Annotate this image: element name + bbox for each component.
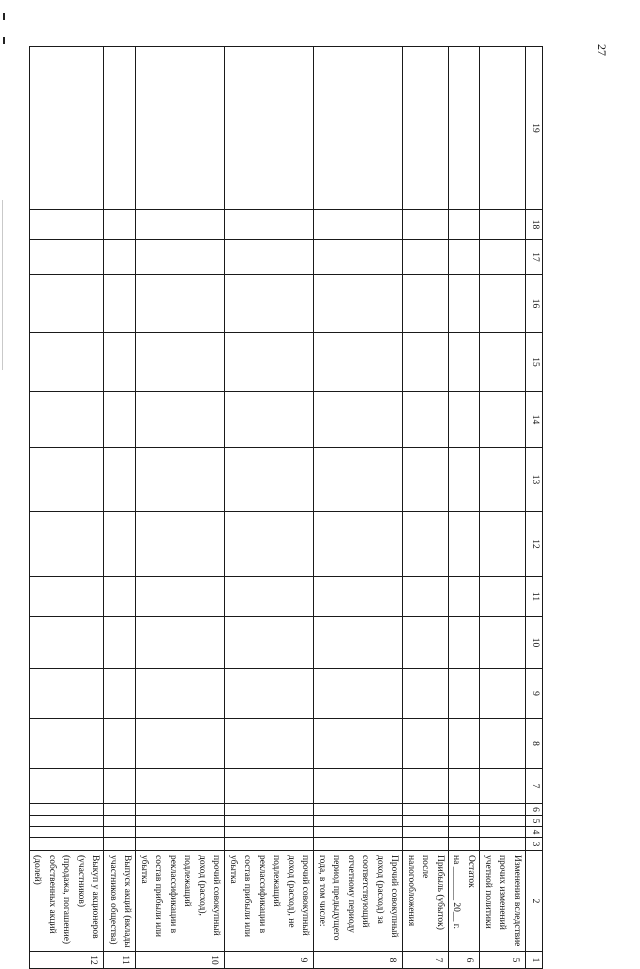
rest-label: Остаток	[466, 855, 476, 888]
table-cell[interactable]	[136, 512, 225, 577]
table-cell[interactable]	[449, 448, 480, 512]
table-cell[interactable]	[104, 275, 136, 333]
table-cell[interactable]	[225, 669, 314, 719]
table-cell[interactable]	[136, 275, 225, 333]
table-cell[interactable]	[403, 719, 449, 769]
table-cell[interactable]	[314, 333, 403, 392]
table-cell[interactable]	[403, 240, 449, 275]
table-cell[interactable]	[403, 838, 449, 851]
equity-changes-table	[29, 46, 543, 969]
column-header: 1	[526, 952, 543, 969]
column-header: 5	[526, 816, 543, 827]
table-cell[interactable]	[403, 669, 449, 719]
row-number: 7	[403, 952, 449, 969]
table-cell[interactable]	[403, 512, 449, 577]
table-cell[interactable]	[104, 816, 136, 827]
row-label: прочий совокупный доход (расход), подлежащий реклассификации в состав прибыли или убытка	[136, 851, 225, 952]
table-cell[interactable]	[480, 512, 526, 577]
table-cell[interactable]	[225, 448, 314, 512]
column-header: 16	[526, 275, 543, 333]
table-cell[interactable]	[314, 769, 403, 804]
table-cell[interactable]	[104, 827, 136, 838]
column-header: 11	[526, 577, 543, 617]
row-label: прочий совокупный доход (расход), не подлежащий реклассификации в состав прибыли или убытка	[225, 851, 314, 952]
table-cell[interactable]	[104, 333, 136, 392]
table-cell[interactable]	[314, 210, 403, 240]
table-cell[interactable]	[136, 333, 225, 392]
table-row	[104, 47, 136, 969]
table-cell[interactable]	[136, 827, 225, 838]
table-cell[interactable]	[403, 275, 449, 333]
table-cell[interactable]	[403, 816, 449, 827]
column-header: 3	[526, 838, 543, 851]
column-header: 4	[526, 827, 543, 838]
table-cell[interactable]	[30, 577, 105, 617]
table-cell[interactable]	[314, 804, 403, 816]
row-number: 6	[449, 952, 480, 969]
table-cell[interactable]	[225, 210, 314, 240]
table-cell[interactable]	[403, 769, 449, 804]
scan-mark	[3, 13, 5, 20]
table-cell[interactable]	[314, 448, 403, 512]
table-cell[interactable]	[314, 392, 403, 448]
table-cell[interactable]	[30, 210, 105, 240]
table-cell[interactable]	[449, 210, 480, 240]
table-cell[interactable]	[225, 769, 314, 804]
row-number: 10	[136, 952, 225, 969]
table-cell[interactable]	[403, 333, 449, 392]
table-cell[interactable]	[480, 617, 526, 669]
table-cell[interactable]	[136, 719, 225, 769]
table-cell[interactable]	[30, 275, 105, 333]
row-number: 11	[104, 952, 136, 969]
table-cell[interactable]	[449, 617, 480, 669]
row-label: Изменения вследствие прочих изменений учетной политики	[480, 851, 526, 952]
table-cell[interactable]	[449, 333, 480, 392]
table-cell[interactable]	[314, 275, 403, 333]
table-cell[interactable]	[136, 816, 225, 827]
table-cell[interactable]	[449, 769, 480, 804]
table-cell[interactable]	[104, 240, 136, 275]
table-cell[interactable]	[480, 333, 526, 392]
table-cell[interactable]	[403, 47, 449, 210]
table-cell[interactable]	[480, 804, 526, 816]
table-cell[interactable]	[225, 719, 314, 769]
table-cell[interactable]	[104, 669, 136, 719]
table-cell[interactable]	[136, 838, 225, 851]
table-cell[interactable]	[449, 577, 480, 617]
row-label: Остаток на _______ 20__ г.	[449, 851, 480, 952]
table-cell[interactable]	[314, 827, 403, 838]
column-header: 10	[526, 617, 543, 669]
table-cell[interactable]	[104, 392, 136, 448]
table-cell[interactable]	[225, 333, 314, 392]
table-cell[interactable]	[403, 448, 449, 512]
table-cell[interactable]	[30, 719, 105, 769]
table-cell[interactable]	[449, 392, 480, 448]
table-cell[interactable]	[403, 617, 449, 669]
table-cell[interactable]	[30, 448, 105, 512]
table-cell[interactable]	[449, 240, 480, 275]
row-label: Прочий совокупный доход (расход) за соответствующий отчетному периоду период предыдущего года, в том числе:	[314, 851, 403, 952]
table-cell[interactable]	[225, 617, 314, 669]
table-cell[interactable]	[449, 827, 480, 838]
table-cell[interactable]	[30, 512, 105, 577]
table-cell[interactable]	[136, 577, 225, 617]
table-cell[interactable]	[314, 816, 403, 827]
table-cell[interactable]	[136, 210, 225, 240]
table-cell[interactable]	[30, 838, 105, 851]
table-cell[interactable]	[403, 827, 449, 838]
table-cell[interactable]	[104, 769, 136, 804]
table-cell[interactable]	[136, 448, 225, 512]
table-cell[interactable]	[314, 838, 403, 851]
table-cell[interactable]	[403, 577, 449, 617]
table-row	[136, 47, 225, 969]
table-row	[403, 47, 449, 969]
table-cell[interactable]	[449, 669, 480, 719]
table-cell[interactable]	[225, 816, 314, 827]
table-cell[interactable]	[314, 577, 403, 617]
table-cell[interactable]	[30, 617, 105, 669]
table-cell[interactable]	[136, 804, 225, 816]
table-row	[30, 47, 105, 969]
table-cell[interactable]	[480, 275, 526, 333]
table-cell[interactable]	[104, 838, 136, 851]
table-cell[interactable]	[30, 804, 105, 816]
column-header: 13	[526, 448, 543, 512]
table-cell[interactable]	[314, 669, 403, 719]
table-cell[interactable]	[104, 804, 136, 816]
column-header: 2	[526, 851, 543, 952]
table-cell[interactable]	[449, 719, 480, 769]
table-cell[interactable]	[30, 392, 105, 448]
table-cell[interactable]	[480, 47, 526, 210]
row-number: 12	[30, 952, 105, 969]
column-header: 17	[526, 240, 543, 275]
table-cell[interactable]	[136, 240, 225, 275]
table-cell[interactable]	[480, 838, 526, 851]
table-cell[interactable]	[104, 47, 136, 210]
table-cell[interactable]	[104, 512, 136, 577]
table-cell[interactable]	[136, 47, 225, 210]
table-cell[interactable]	[449, 804, 480, 816]
table-cell[interactable]	[449, 47, 480, 210]
table-cell[interactable]	[449, 816, 480, 827]
row-label: Выкуп у акционеров (участников) (продажа, погашение) собственных акций (долей)	[30, 851, 105, 952]
table-cell[interactable]	[314, 47, 403, 210]
table-row	[449, 47, 480, 969]
table-cell[interactable]	[314, 617, 403, 669]
table-row	[314, 47, 403, 969]
table-cell[interactable]	[480, 392, 526, 448]
table-cell[interactable]	[449, 275, 480, 333]
table-cell[interactable]	[104, 577, 136, 617]
table-cell[interactable]	[225, 275, 314, 333]
table-cell[interactable]	[136, 617, 225, 669]
table-cell[interactable]	[449, 838, 480, 851]
table-cell[interactable]	[225, 392, 314, 448]
row-number: 5	[480, 952, 526, 969]
rotated-table-wrapper	[32, 46, 543, 965]
column-header: 9	[526, 669, 543, 719]
column-header: 15	[526, 333, 543, 392]
page-number: 27	[595, 44, 609, 56]
row-label: Выпуск акций (вклады участников общества)	[104, 851, 136, 952]
table-cell[interactable]	[480, 448, 526, 512]
table-cell[interactable]	[225, 577, 314, 617]
table-cell[interactable]	[225, 47, 314, 210]
table-cell[interactable]	[104, 448, 136, 512]
table-cell[interactable]	[30, 669, 105, 719]
table-cell[interactable]	[136, 392, 225, 448]
table-cell[interactable]	[314, 512, 403, 577]
column-header: 19	[526, 47, 543, 210]
table-row	[480, 47, 526, 969]
table-cell[interactable]	[104, 210, 136, 240]
table-cell[interactable]	[314, 240, 403, 275]
row-label: Прибыль (убыток) после налогообложения	[403, 851, 449, 952]
column-header: 14	[526, 392, 543, 448]
row-number: 8	[314, 952, 403, 969]
table-row	[225, 47, 314, 969]
table-cell[interactable]	[480, 816, 526, 827]
table-cell[interactable]	[225, 827, 314, 838]
table-cell[interactable]	[480, 577, 526, 617]
table-cell[interactable]	[403, 392, 449, 448]
table-cell[interactable]	[30, 827, 105, 838]
table-cell[interactable]	[30, 333, 105, 392]
table-cell[interactable]	[30, 769, 105, 804]
table-cell[interactable]	[449, 512, 480, 577]
column-header: 7	[526, 769, 543, 804]
row-number: 9	[225, 952, 314, 969]
table-cell[interactable]	[480, 827, 526, 838]
table-cell[interactable]	[30, 816, 105, 827]
column-header: 18	[526, 210, 543, 240]
table-cell[interactable]	[480, 210, 526, 240]
column-header: 8	[526, 719, 543, 769]
table-cell[interactable]	[314, 719, 403, 769]
table-cell[interactable]	[403, 210, 449, 240]
table-cell[interactable]	[30, 240, 105, 275]
table-cell[interactable]	[480, 719, 526, 769]
column-number-row	[526, 47, 543, 969]
table-cell[interactable]	[225, 512, 314, 577]
scan-mark	[3, 37, 5, 44]
table-cell[interactable]	[480, 240, 526, 275]
table-cell[interactable]	[225, 838, 314, 851]
table-cell[interactable]	[136, 669, 225, 719]
table-cell[interactable]	[30, 47, 105, 210]
table-cell[interactable]	[136, 769, 225, 804]
column-header: 12	[526, 512, 543, 577]
table-cell[interactable]	[403, 804, 449, 816]
table-cell[interactable]	[104, 617, 136, 669]
table-cell[interactable]	[480, 769, 526, 804]
table-cell[interactable]	[480, 669, 526, 719]
scan-edge-line	[2, 200, 3, 370]
table-cell[interactable]	[104, 719, 136, 769]
column-header: 6	[526, 804, 543, 816]
table-cell[interactable]	[225, 804, 314, 816]
table-cell[interactable]	[225, 240, 314, 275]
